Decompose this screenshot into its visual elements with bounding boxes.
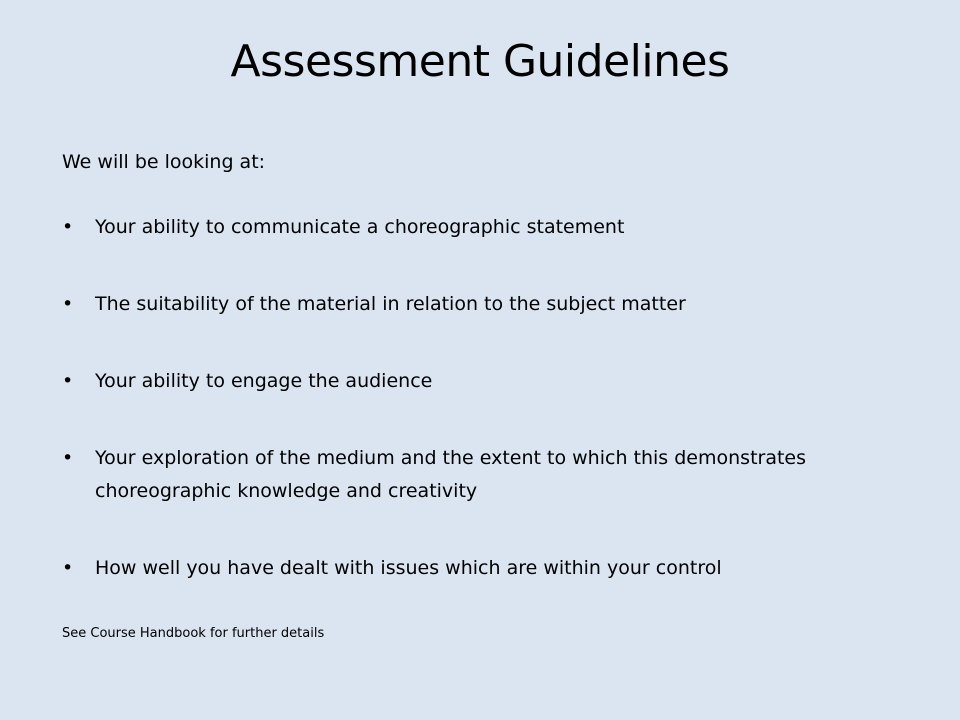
bullet-list: [62, 211, 922, 629]
bullet-icon: •: [62, 557, 74, 579]
bullet-text: Your ability to engage the audience: [95, 370, 433, 392]
bullet-item: [62, 442, 922, 552]
bullet-icon: •: [62, 216, 74, 238]
bullet-item: [62, 288, 922, 365]
bullet-icon: •: [62, 370, 74, 392]
bullet-icon: •: [62, 293, 74, 315]
slide-title: Assessment Guidelines: [230, 36, 730, 87]
bullet-icon: •: [62, 447, 74, 469]
bullet-text: The suitability of the material in relation to the subject matter: [95, 293, 686, 315]
bullet-item: [62, 365, 922, 442]
footnote: See Course Handbook for further details: [62, 626, 325, 641]
bullet-text: How well you have dealt with issues which are within your control: [95, 557, 722, 579]
intro-text: We will be looking at:: [62, 151, 266, 173]
bullet-text: Your ability to communicate a choreographic statement: [95, 216, 625, 238]
bullet-item: [62, 552, 922, 629]
bullet-text: Your exploration of the medium and the extent to which this demonstrates choreographic knowledge and creativity: [95, 447, 807, 502]
bullet-item: [62, 211, 922, 288]
